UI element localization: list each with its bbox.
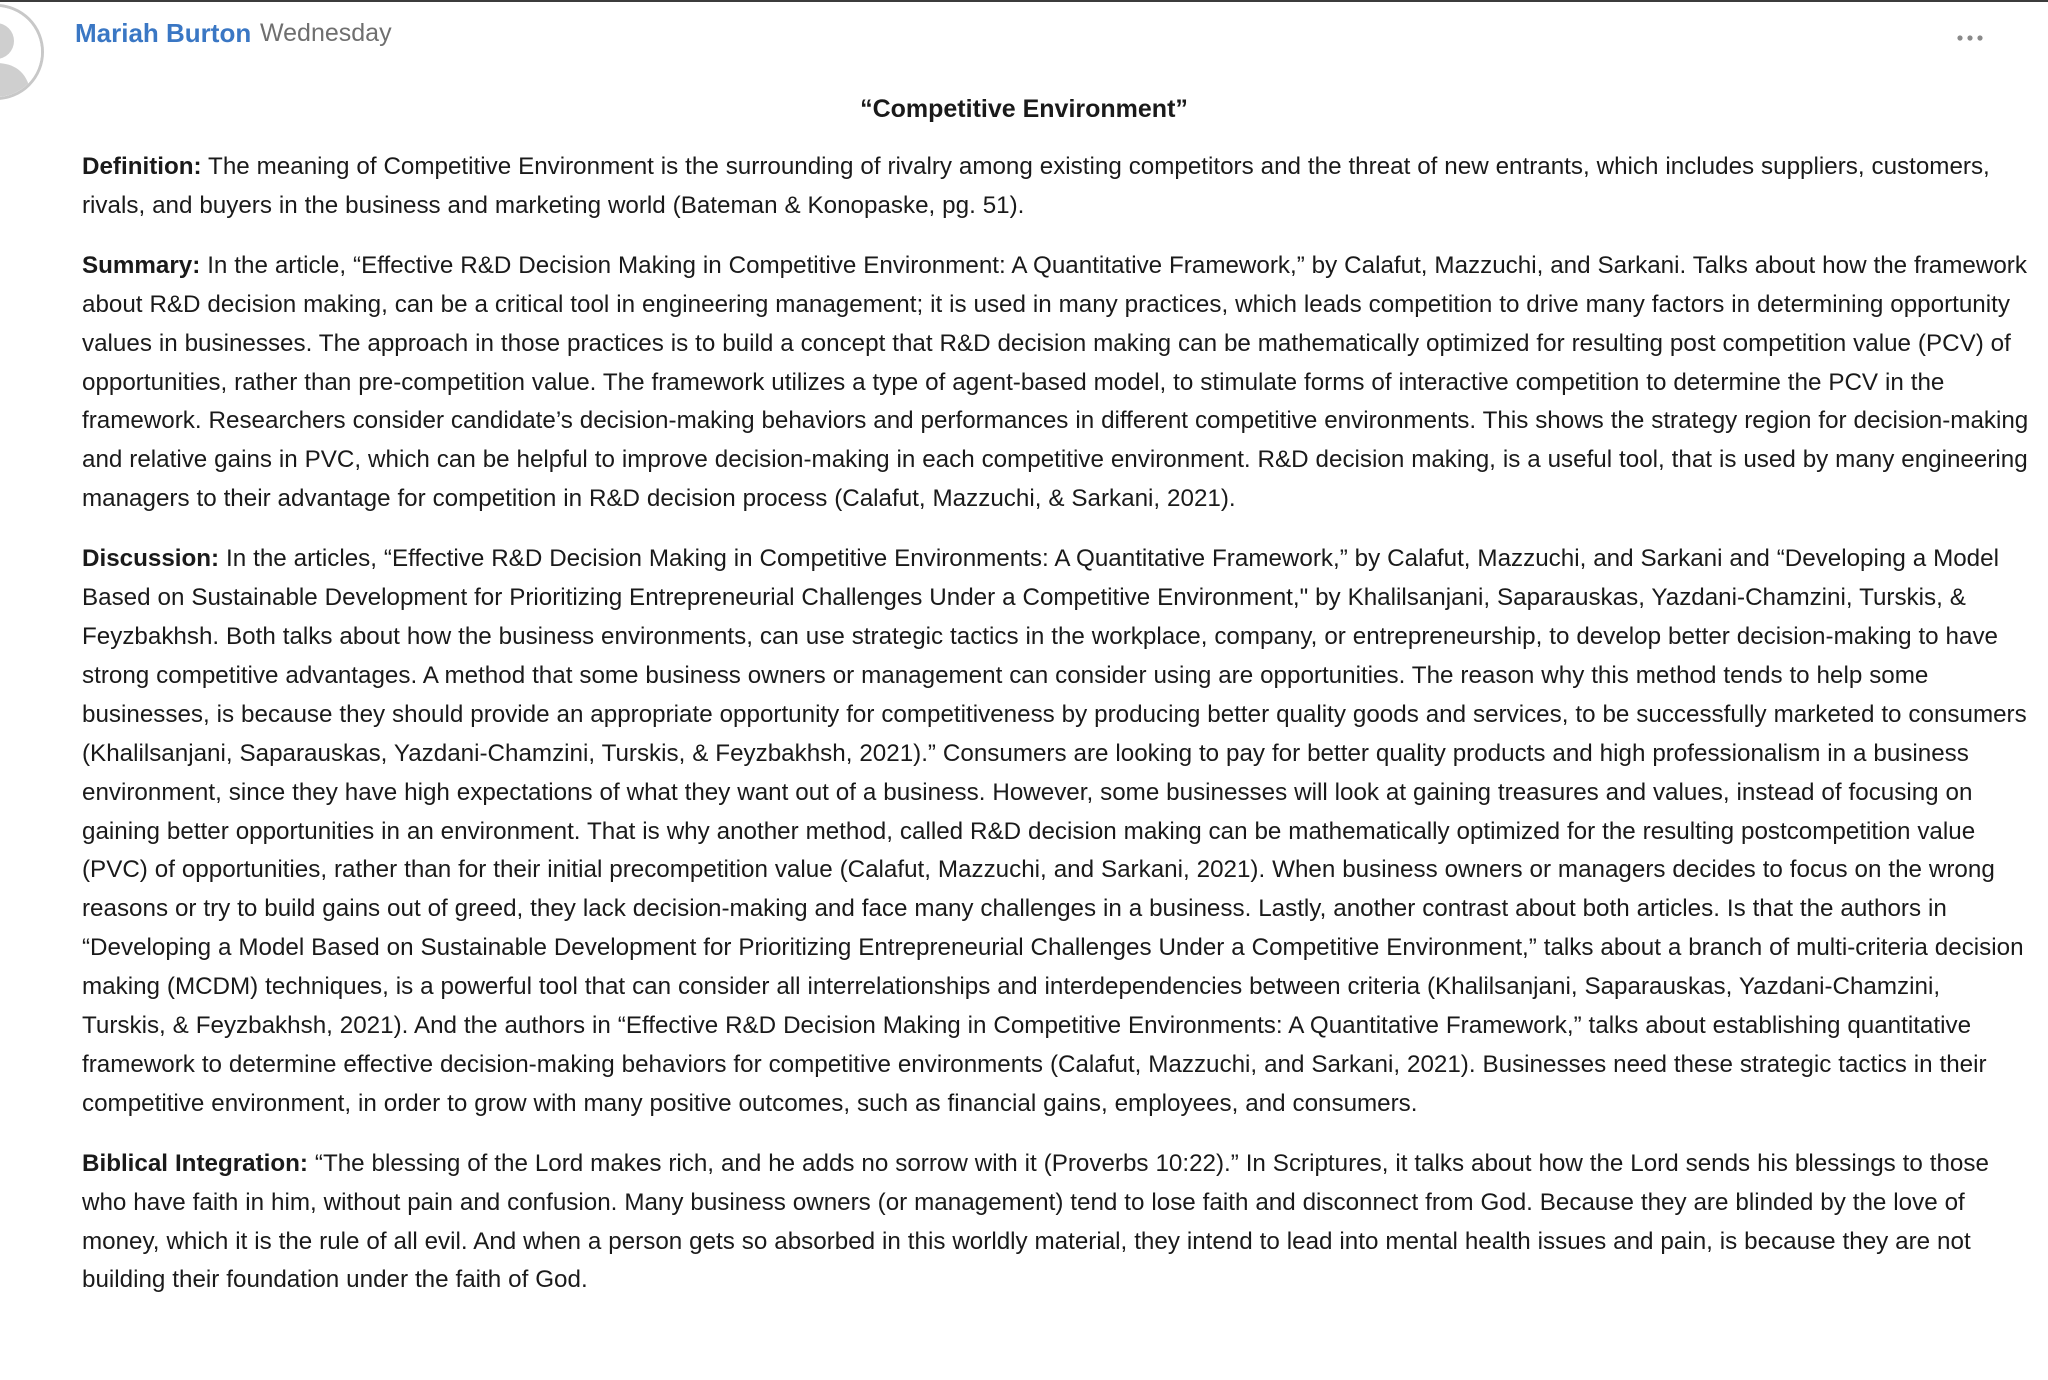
section-label: Discussion:	[82, 545, 220, 573]
section-text: In the article, “Effective R&D Decision Making in Competitive Environment: A Quantitative Framework,” by Calafut, Mazzuchi, and Sarkani. Talks about how the framework about R&D decision making, can be a critical tool in engineering management; it is used in many practices, which leads competition to drive many factors in determining opportunity values in businesses. The approach in those practices is to build a concept that R&D decision making can be mathematically optimized for resulting post competition value (PCV) of opportunities, rather than pre-competition value. The framework utilizes a type of agent-based model, to stimulate forms of interactive competition to determine the PCV in the framework. Researchers consider candidate’s decision-making behaviors and performances in different competitive environments. This shows the strategy region for decision-making and relative gains in PVC, which can be helpful to improve decision-making in each competitive environment. R&D decision making, is a useful tool, that is used by many engineering managers to their advantage for competition in R&D decision process (Calafut, Mazzuchi, & Sarkani, 2021).	[82, 251, 2029, 513]
author-name-link[interactable]: Mariah Burton	[75, 18, 252, 48]
section-label: Summary:	[82, 251, 201, 279]
avatar-silhouette	[0, 7, 41, 97]
section-label: Biblical Integration:	[82, 1149, 308, 1177]
more-options-icon[interactable]	[1950, 18, 1994, 58]
section-text: In the articles, “Effective R&D Decision Making in Competitive Environments: A Quantitative Framework,” by Calafut, Mazzuchi, and Sarkani and “Developing a Model Based on Sustainable Development for Prioritizing Entrepreneurial Challenges Under a Competitive Environment," by Khalilsanjani, Saparauskas, Yazdani-Chamzini, Turskis, & Feyzbakhsh. Both talks about how the business environments, can use strategic tactics in the workplace, company, or entrepreneurship, to develop better decision-making to have strong competitive advantages. A method that some business owners or management can consider using are opportunities. The reason why this method tends to help some businesses, is because they should provide an appropriate opportunity for competitiveness by producing better quality goods and services, to be successfully marketed to consumers (Khalilsanjani, Saparauskas, Yazdani-Chamzini, Turskis, & Feyzbakhsh, 2021).” Consumers are looking to pay for better quality products and high professionalism in a business environment, since they have high expectations of what they want out of a business. However, some businesses will look at gaining treasures and values, instead of focusing on gaining better opportunities in an environment. That is why another method, called R&D decision making can be mathematically optimized for the resulting postcompetition value (PVC) of opportunities, rather than for their initial precompetition value (Calafut, Mazzuchi, and Sarkani, 2021). When business owners or managers decides to focus on the wrong reasons or try to build gains out of greed, they lack decision-making and face many challenges in a business. Lastly, another contrast about both articles. Is that the authors in “Developing a Model Based on Sustainable Development for Prioritizing Entrepreneurial Challenges Under a Competitive Environment,” talks about a branch of multi-criteria decision making (MCDM) techniques, is a powerful tool that can consider all interrelationships and interdependencies between criteria (Khalilsanjani, Saparauskas, Yazdani-Chamzini, Turskis, & Feyzbakhsh, 2021). And the authors in “Effective R&D Decision Making in Competitive Environments: A Quantitative Framework,” talks about establishing quantitative framework to determine effective decision-making behaviors for competitive environments (Calafut, Mazzuchi, and Sarkani, 2021). Businesses need these strategic tactics in their competitive environment, in order to grow with many positive outcomes, such as financial gains, employees, and consumers.	[82, 545, 2027, 1117]
section-text: “The blessing of the Lord makes rich, and he adds no sorrow with it (Proverbs 10:22).” In Scriptures, it talks about how the Lord sends his blessings to those who have faith in him, without pain and confusion. Many business owners (or management) tend to lose faith and disconnect from God. Because they are blinded by the love of money, which it is the rule of all evil. And when a person gets so absorbed in this worldly material, they intend to lead into mental health issues and pain, is because they are not building their foundation under the faith of God.	[82, 1149, 1989, 1294]
summary-paragraph	[82, 247, 2030, 519]
discussion-paragraph	[82, 540, 2030, 1124]
biblical-integration-paragraph	[82, 1145, 2030, 1301]
definition-paragraph	[82, 148, 2030, 226]
post-title-text: “Competitive Environment”	[860, 95, 1188, 123]
section-text: The meaning of Competitive Environment is the surrounding of rivalry among existing competitors and the threat of new entrants, which includes suppliers, customers, rivals, and buyers in the business and marketing world (Bateman & Konopaske, pg. 51).	[82, 153, 1990, 219]
post-body	[82, 90, 2030, 1321]
post-title	[0, 90, 1970, 128]
post-day: Wednesday	[260, 19, 392, 47]
section-label: Definition:	[82, 153, 202, 180]
user-avatar-icon[interactable]	[0, 4, 44, 100]
